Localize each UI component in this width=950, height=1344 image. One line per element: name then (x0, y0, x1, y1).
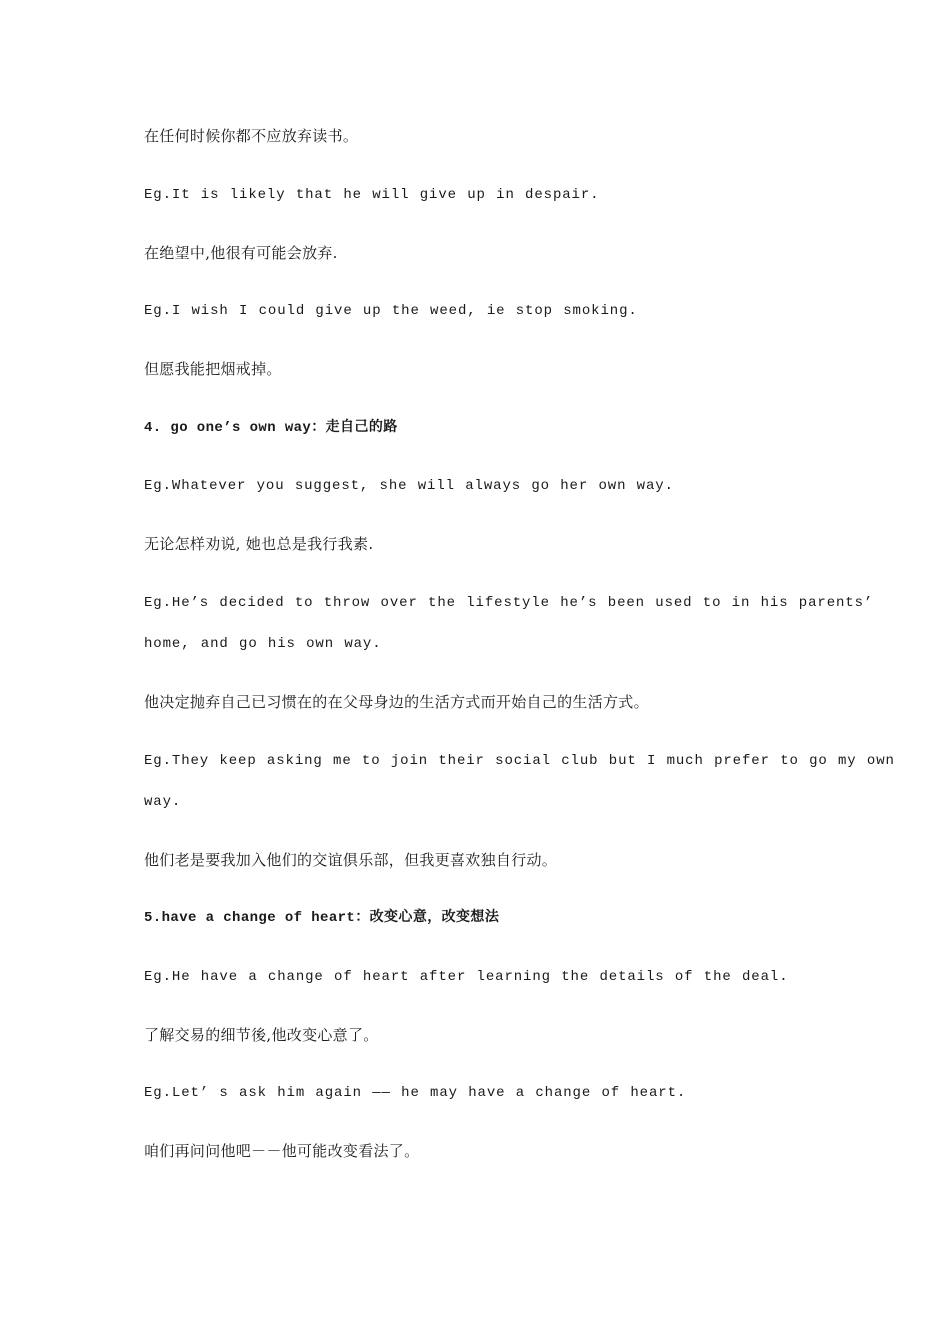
example-sentence: Eg.They keep asking me to join their social club but I much prefer to go my own (144, 753, 895, 769)
example-sentence: Eg.It is likely that he will give up in despair. (144, 187, 600, 203)
example-sentence: Eg.I wish I could give up the weed, ie stop smoking. (144, 303, 638, 319)
chinese-translation: 他决定抛弃自己已习惯在的在父母身边的生活方式而开始自己的生活方式。 (144, 693, 649, 711)
example-sentence: Eg.He’s decided to throw over the lifestyle he’s been used to in his parents’ (144, 595, 874, 611)
chinese-translation: 了解交易的细节後,他改变心意了。 (144, 1026, 379, 1044)
section-heading: 5.have a change of heart：改变心意，改变想法 (144, 910, 500, 926)
chinese-translation: 在绝望中,他很有可能会放弃. (144, 244, 338, 262)
example-sentence: Eg.Whatever you suggest, she will always go her own way. (144, 478, 674, 494)
chinese-translation: 他们老是要我加入他们的交谊俱乐部，但我更喜欢独自行动。 (144, 851, 558, 869)
example-sentence-continued: way. (144, 794, 182, 810)
example-sentence: Eg.Let’ s ask him again —— he may have a change of heart. (144, 1085, 687, 1101)
chinese-translation: 无论怎样劝说, 她也总是我行我素. (144, 535, 374, 553)
example-sentence-continued: home, and go his own way. (144, 636, 382, 652)
chinese-translation: 在任何时候你都不应放弃读书。 (144, 127, 359, 145)
example-sentence: Eg.He have a change of heart after learning the details of the deal. (144, 969, 789, 985)
chinese-translation: 但愿我能把烟戒掉。 (144, 360, 282, 378)
chinese-translation: 咱们再问问他吧－－他可能改变看法了。 (144, 1142, 420, 1160)
section-heading: 4. go one’s own way：走自己的路 (144, 420, 398, 436)
